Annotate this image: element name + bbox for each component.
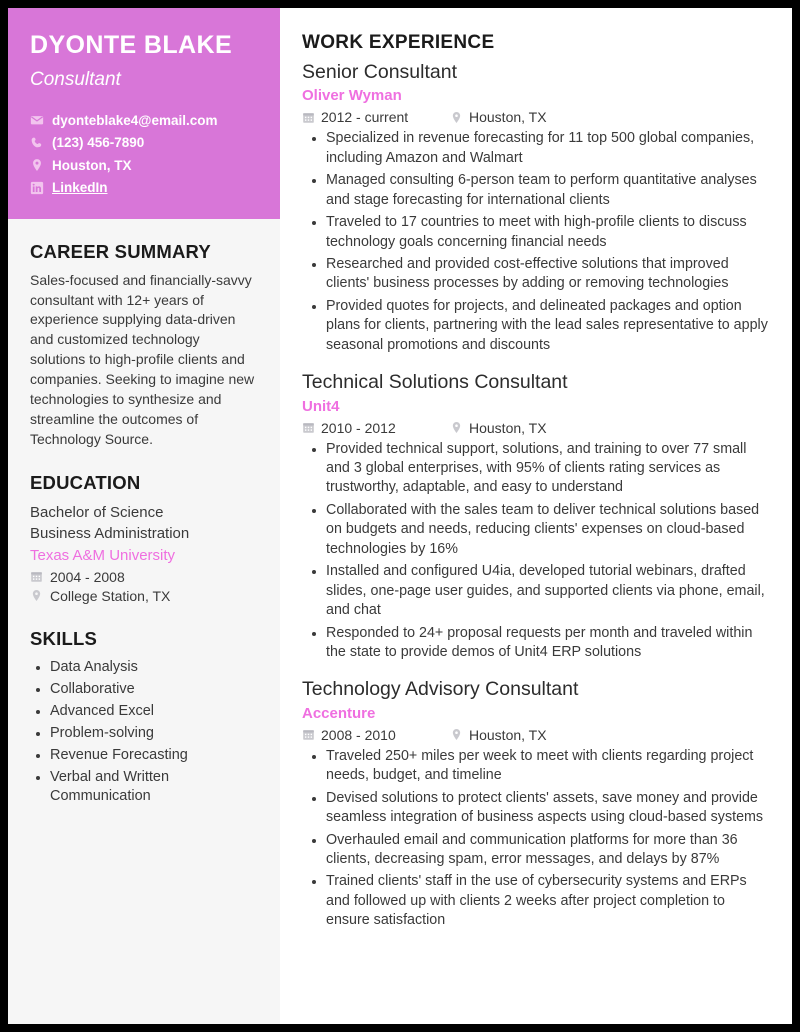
list-item: Devised solutions to protect clients' assets, save money and provide seamless integration of business aspects using cloud-based systems <box>302 789 772 828</box>
skills-heading: SKILLS <box>30 627 97 649</box>
phone-icon <box>30 136 44 150</box>
list-item: Researched and provided cost-effective solutions that improved clients' business processes by adding or removing technologies <box>302 255 772 294</box>
contact-location-text: Houston, TX <box>52 157 132 173</box>
contact-phone-text: (123) 456-7890 <box>52 135 145 151</box>
calendar-icon <box>302 728 315 741</box>
list-item: Traveled 250+ miles per week to meet with clients regarding project needs, budget, and timeline <box>302 747 772 786</box>
job-entry <box>302 61 772 355</box>
job-entry <box>302 371 772 662</box>
job-location-text: Houston, TX <box>469 419 547 436</box>
job-location <box>450 727 547 743</box>
work-experience-heading: WORK EXPERIENCE <box>302 32 495 53</box>
job-location <box>450 109 547 125</box>
contact-linkedin-text[interactable]: LinkedIn <box>52 180 108 196</box>
job-location-text: Houston, TX <box>469 109 547 126</box>
calendar-icon <box>302 111 315 124</box>
job-location-text: Houston, TX <box>469 726 547 743</box>
list-item: Installed and configured U4ia, developed tutorial webinars, drafted slides, one-page user guides, and supported clients via phone, email, and chat <box>302 562 772 620</box>
education-degree-line-2: Business Administration <box>30 524 190 542</box>
linkedin-icon <box>30 181 44 195</box>
sidebar <box>8 8 280 1024</box>
job-dates <box>302 727 450 743</box>
job-title: Technical Solutions Consultant <box>302 371 568 394</box>
job-title: Technology Advisory Consultant <box>302 678 579 701</box>
contact-location-row <box>30 157 258 175</box>
contact-email-row[interactable] <box>30 112 258 130</box>
education-school: Texas A&M University <box>30 546 176 564</box>
work-experience-column <box>280 8 792 1024</box>
career-summary-text: Sales-focused and financially-savvy consultant with 12+ years of experience supplying data-driven and customized technology solutions to high-profile clients and companies. Seeking to imagine new technologies to synthesize and streamline the outcomes of Technology Source. <box>30 271 255 447</box>
job-meta <box>302 420 772 436</box>
envelope-icon <box>30 113 44 127</box>
education-heading: EDUCATION <box>30 471 141 493</box>
job-dates-text: 2012 - current <box>321 109 409 126</box>
list-item: Collaborative <box>30 680 258 699</box>
job-company: Accenture <box>302 704 376 722</box>
skills-list <box>30 658 258 807</box>
page-title: DYONTE BLAKE <box>30 31 233 59</box>
list-item: Data Analysis <box>30 658 258 677</box>
header-block <box>8 8 280 219</box>
location-pin-icon <box>450 111 463 124</box>
education-location-row <box>30 588 258 604</box>
education-section <box>8 472 280 604</box>
job-bullets <box>302 440 772 663</box>
list-item: Traveled to 17 countries to meet with high-profile clients to discuss technology goals concerning financial needs <box>302 213 772 252</box>
calendar-icon <box>302 421 315 434</box>
job-role-subtitle: Consultant <box>30 68 121 90</box>
job-company: Unit4 <box>302 397 340 415</box>
contact-linkedin-row[interactable] <box>30 179 258 197</box>
job-dates-text: 2008 - 2010 <box>321 726 396 743</box>
location-pin-icon <box>450 421 463 434</box>
job-dates <box>302 109 450 125</box>
contact-phone-row[interactable] <box>30 134 258 152</box>
education-dates-text: 2004 - 2008 <box>50 568 125 585</box>
contact-email-text: dyonteblake4@email.com <box>52 112 218 128</box>
list-item: Provided technical support, solutions, and training to over 77 small and 3 global enterprises, with 95% of clients rating services as trustworthy, adaptable, and easy to understand <box>302 440 772 498</box>
job-bullets <box>302 129 772 355</box>
calendar-icon <box>30 570 43 583</box>
job-meta <box>302 109 772 125</box>
location-pin-icon <box>30 158 44 172</box>
job-dates <box>302 420 450 436</box>
job-dates-text: 2010 - 2012 <box>321 419 396 436</box>
list-item: Advanced Excel <box>30 702 258 721</box>
job-location <box>450 420 547 436</box>
list-item: Responded to 24+ proposal requests per month and traveled within the state to provide demos of Unit4 ERP solutions <box>302 624 772 663</box>
list-item: Trained clients' staff in the use of cybersecurity systems and ERPs and followed up with clients 2 weeks after project completion to ensure satisfaction <box>302 872 772 930</box>
skills-section <box>8 628 280 810</box>
location-pin-icon <box>450 728 463 741</box>
career-summary-section <box>8 241 280 450</box>
list-item: Managed consulting 6-person team to perform quantitative analyses and stage forecasting for international clients <box>302 171 772 210</box>
education-location-text: College Station, TX <box>50 587 171 604</box>
list-item: Verbal and Written Communication <box>30 768 258 806</box>
job-meta <box>302 727 772 743</box>
job-bullets <box>302 747 772 931</box>
list-item: Collaborated with the sales team to deliver technical solutions based on budgets and needs, reducing clients' expenses on cloud-based technologies by 16% <box>302 501 772 559</box>
list-item: Overhauled email and communication platforms for more than 36 clients, decreasing spam, error messages, and delays by 87% <box>302 831 772 870</box>
list-item: Problem-solving <box>30 724 258 743</box>
list-item: Specialized in revenue forecasting for 11 top 500 global companies, including Amazon and Walmart <box>302 129 772 168</box>
career-summary-heading: CAREER SUMMARY <box>30 240 211 262</box>
job-entry <box>302 678 772 930</box>
education-degree-line-1: Bachelor of Science <box>30 503 164 521</box>
list-item: Provided quotes for projects, and delineated packages and option plans for clients, partnering with the lead sales representative to apply seasonal promotions and discounts <box>302 297 772 355</box>
job-company: Oliver Wyman <box>302 87 402 105</box>
location-pin-icon <box>30 589 43 602</box>
education-dates-row <box>30 569 258 585</box>
list-item: Revenue Forecasting <box>30 746 258 765</box>
contact-list <box>30 112 258 197</box>
job-title: Senior Consultant <box>302 61 458 83</box>
